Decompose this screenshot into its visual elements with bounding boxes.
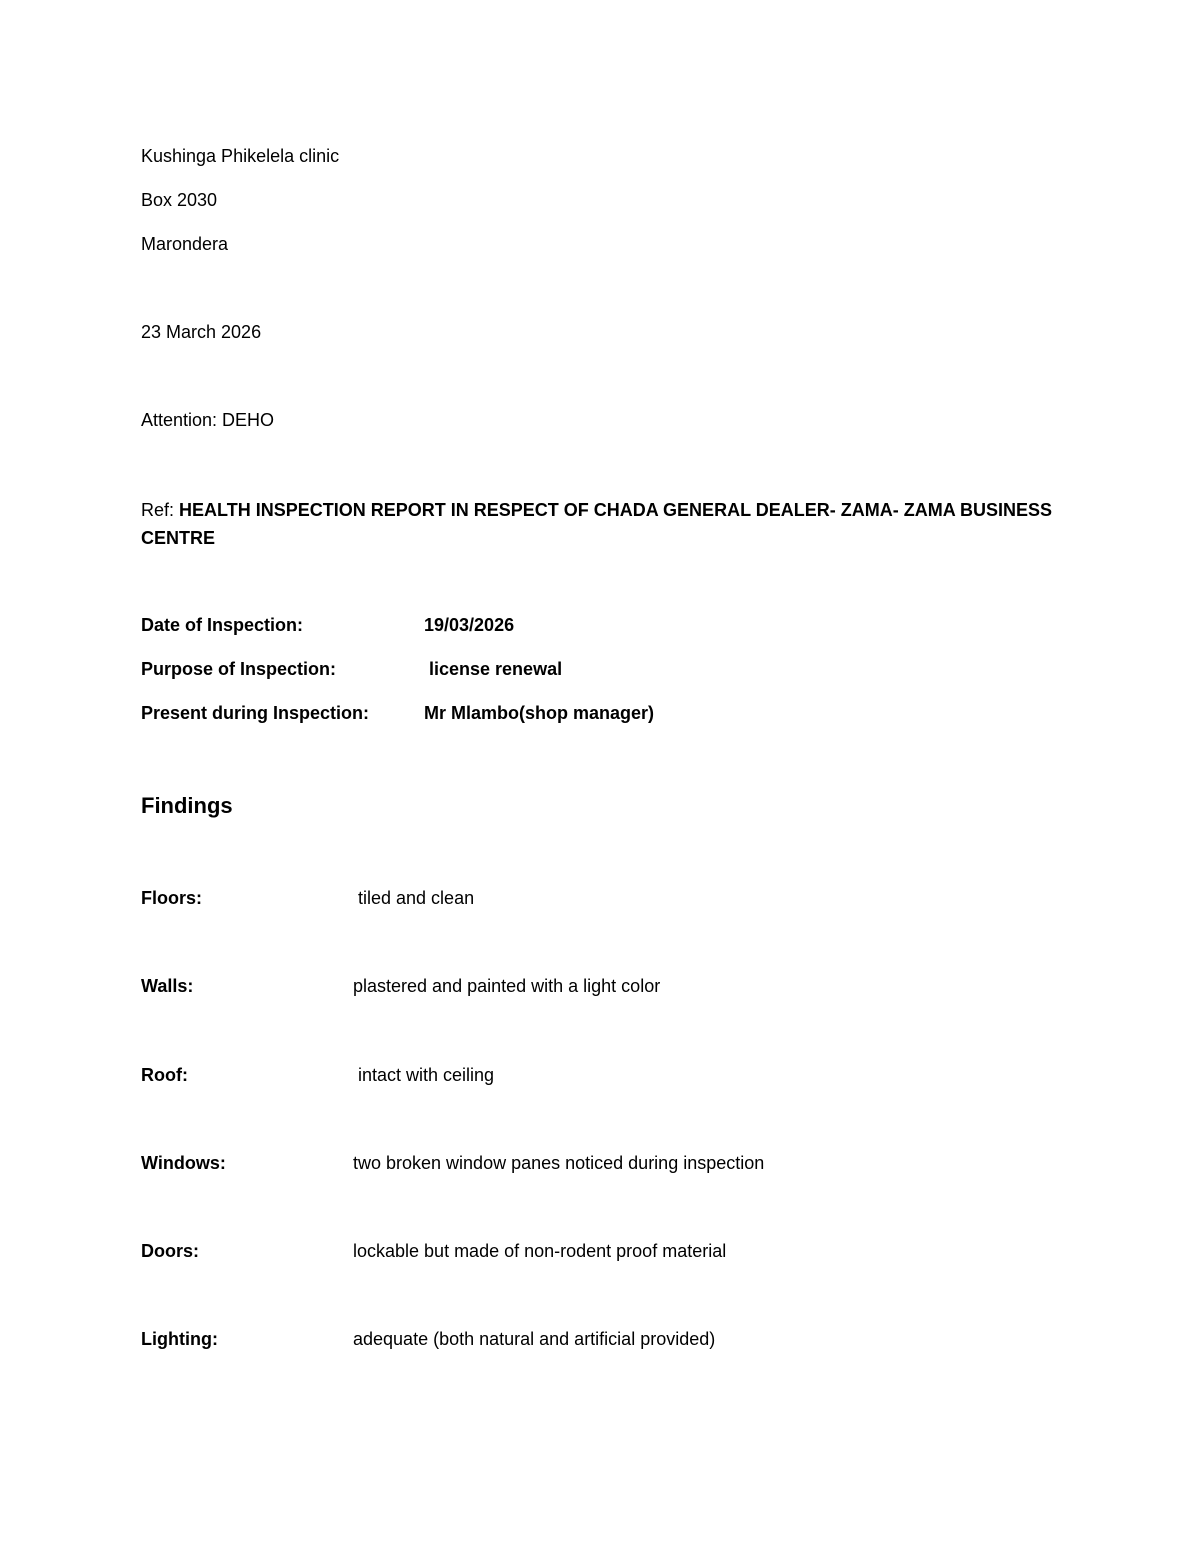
finding-windows-label: Windows:	[141, 1153, 226, 1173]
letter-date: 23 March 2026	[141, 322, 262, 342]
ref-prefix: Ref:	[141, 500, 175, 520]
finding-floors-label: Floors:	[141, 888, 202, 908]
finding-windows-value: two broken window panes noticed during inspection	[353, 1153, 765, 1173]
inspection-date-label: Date of Inspection:	[141, 615, 304, 635]
finding-floors-value: tiled and clean	[353, 888, 475, 908]
inspection-purpose-value: license renewal	[429, 659, 563, 679]
inspection-date-value: 19/03/2026	[424, 615, 515, 635]
findings-heading: Findings	[141, 793, 233, 818]
finding-doors-value: lockable but made of non-rodent proof material	[353, 1241, 727, 1261]
inspection-present-label: Present during Inspection:	[141, 703, 370, 723]
inspection-purpose-label: Purpose of Inspection:	[141, 659, 337, 679]
finding-lighting-label: Lighting:	[141, 1329, 218, 1349]
finding-walls-value: plastered and painted with a light color	[353, 976, 661, 996]
sender-name: Kushinga Phikelela clinic	[141, 146, 340, 166]
inspection-present-value: Mr Mlambo(shop manager)	[424, 703, 655, 723]
finding-roof-value: intact with ceiling	[353, 1065, 495, 1085]
finding-walls-label: Walls:	[141, 976, 194, 996]
sender-box: Box 2030	[141, 190, 218, 210]
finding-roof-label: Roof:	[141, 1065, 188, 1085]
finding-doors-label: Doors:	[141, 1241, 199, 1261]
finding-lighting-value: adequate (both natural and artificial provided)	[353, 1329, 716, 1349]
ref-subject: HEALTH INSPECTION REPORT IN RESPECT OF CHADA GENERAL DEALER- ZAMA- ZAMA BUSINESS CENTRE	[141, 500, 1053, 548]
ref-line	[141, 496, 1056, 552]
attention-line: Attention: DEHO	[141, 410, 275, 430]
sender-town: Marondera	[141, 234, 229, 254]
